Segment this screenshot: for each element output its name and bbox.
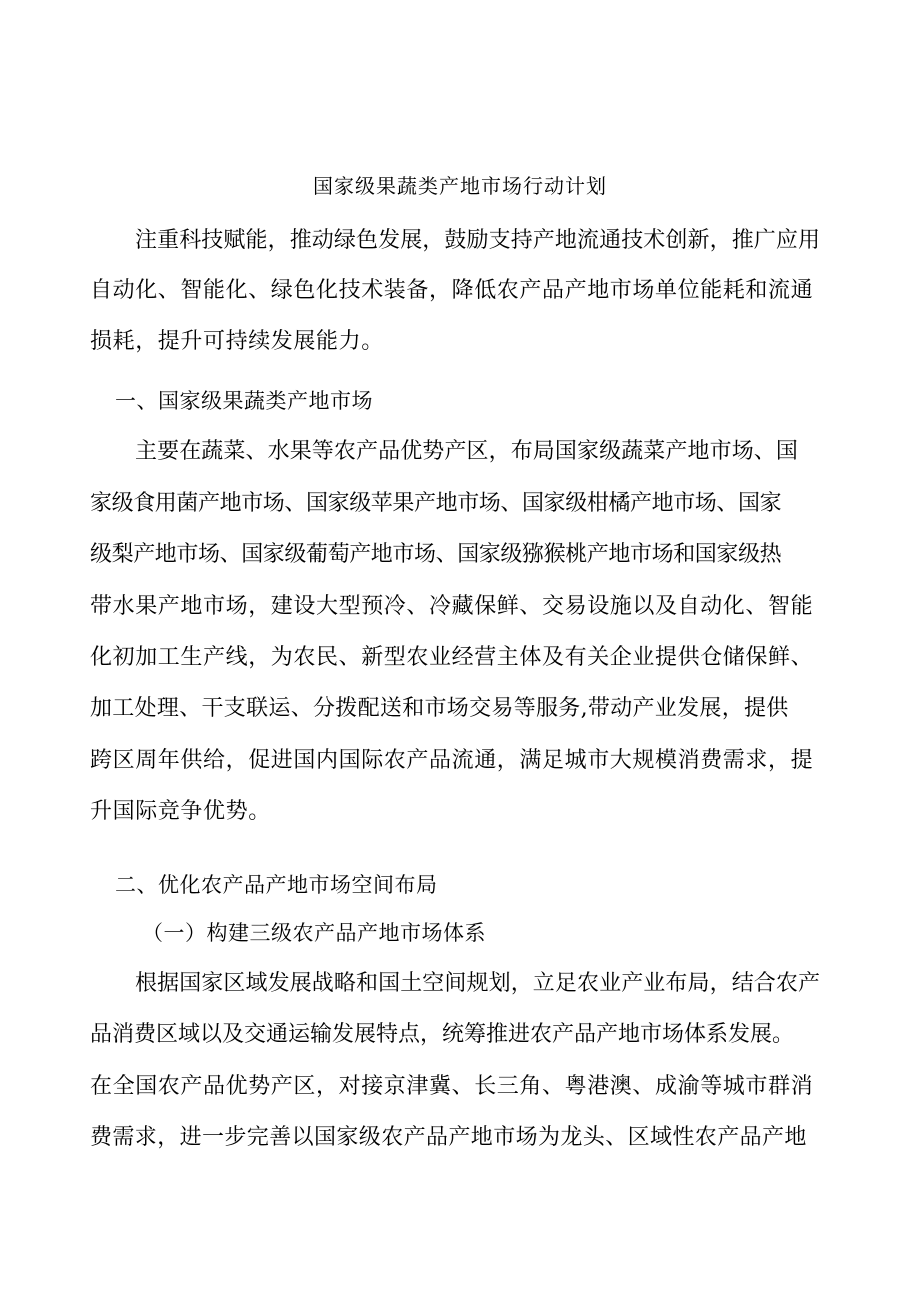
section-1-line-1: 主要在蔬菜、水果等农产品优势产区，布局国家级蔬菜产地市场、国 bbox=[135, 439, 799, 464]
section-1-line-8: 升国际竞争优势。 bbox=[90, 799, 271, 824]
section-1-line-5: 化初加工生产线，为农民、新型农业经营主体及有关企业提供仓储保鲜、 bbox=[90, 645, 814, 670]
intro-line-3: 损耗，提升可持续发展能力。 bbox=[90, 329, 384, 354]
section-2-heading: 二、优化农产品产地市场空间布局 bbox=[115, 873, 438, 897]
section-1-line-7: 跨区周年供给，促进国内国际农产品流通，满足城市大规模消费需求，提 bbox=[90, 748, 814, 773]
intro-line-2: 自动化、智能化、绿色化技术装备，降低农产品产地市场单位能耗和流通 bbox=[90, 278, 814, 303]
section-1-heading: 一、国家级果蔬类产地市场 bbox=[115, 389, 373, 413]
subsection-1-heading: （一）构建三级农产品产地市场体系 bbox=[142, 921, 486, 945]
intro-line-1: 注重科技赋能，推动绿色发展，鼓励支持产地流通技术创新，推广应用 bbox=[135, 228, 821, 253]
section-1-line-2: 家级食用菌产地市场、国家级苹果产地市场、国家级柑橘产地市场、国家 bbox=[90, 491, 782, 516]
subsection-1-line-1: 根据国家区域发展战略和国土空间规划，立足农业产业布局，结合农产 bbox=[135, 971, 821, 996]
section-1-line-3: 级梨产地市场、国家级葡萄产地市场、国家级猕猴桃产地市场和国家级热 bbox=[90, 542, 782, 567]
document-title: 国家级果蔬类产地市场行动计划 bbox=[313, 174, 607, 198]
section-1-line-6: 加工处理、干支联运、分拨配送和市场交易等服务,带动产业发展，提供 bbox=[90, 696, 789, 721]
subsection-1-line-4: 费需求，进一步完善以国家级农产品产地市场为龙头、区域性农产品产地 bbox=[90, 1125, 807, 1150]
subsection-1-line-3: 在全国农产品优势产区，对接京津冀、长三角、粤港澳、成渝等城市群消 bbox=[90, 1074, 814, 1099]
subsection-1-line-2: 品消费区域以及交通运输发展特点，统筹推进农产品产地市场体系发展。 bbox=[90, 1022, 795, 1047]
section-1-line-4: 带水果产地市场，建设大型预冷、冷藏保鲜、交易设施以及自动化、智能 bbox=[90, 594, 814, 619]
